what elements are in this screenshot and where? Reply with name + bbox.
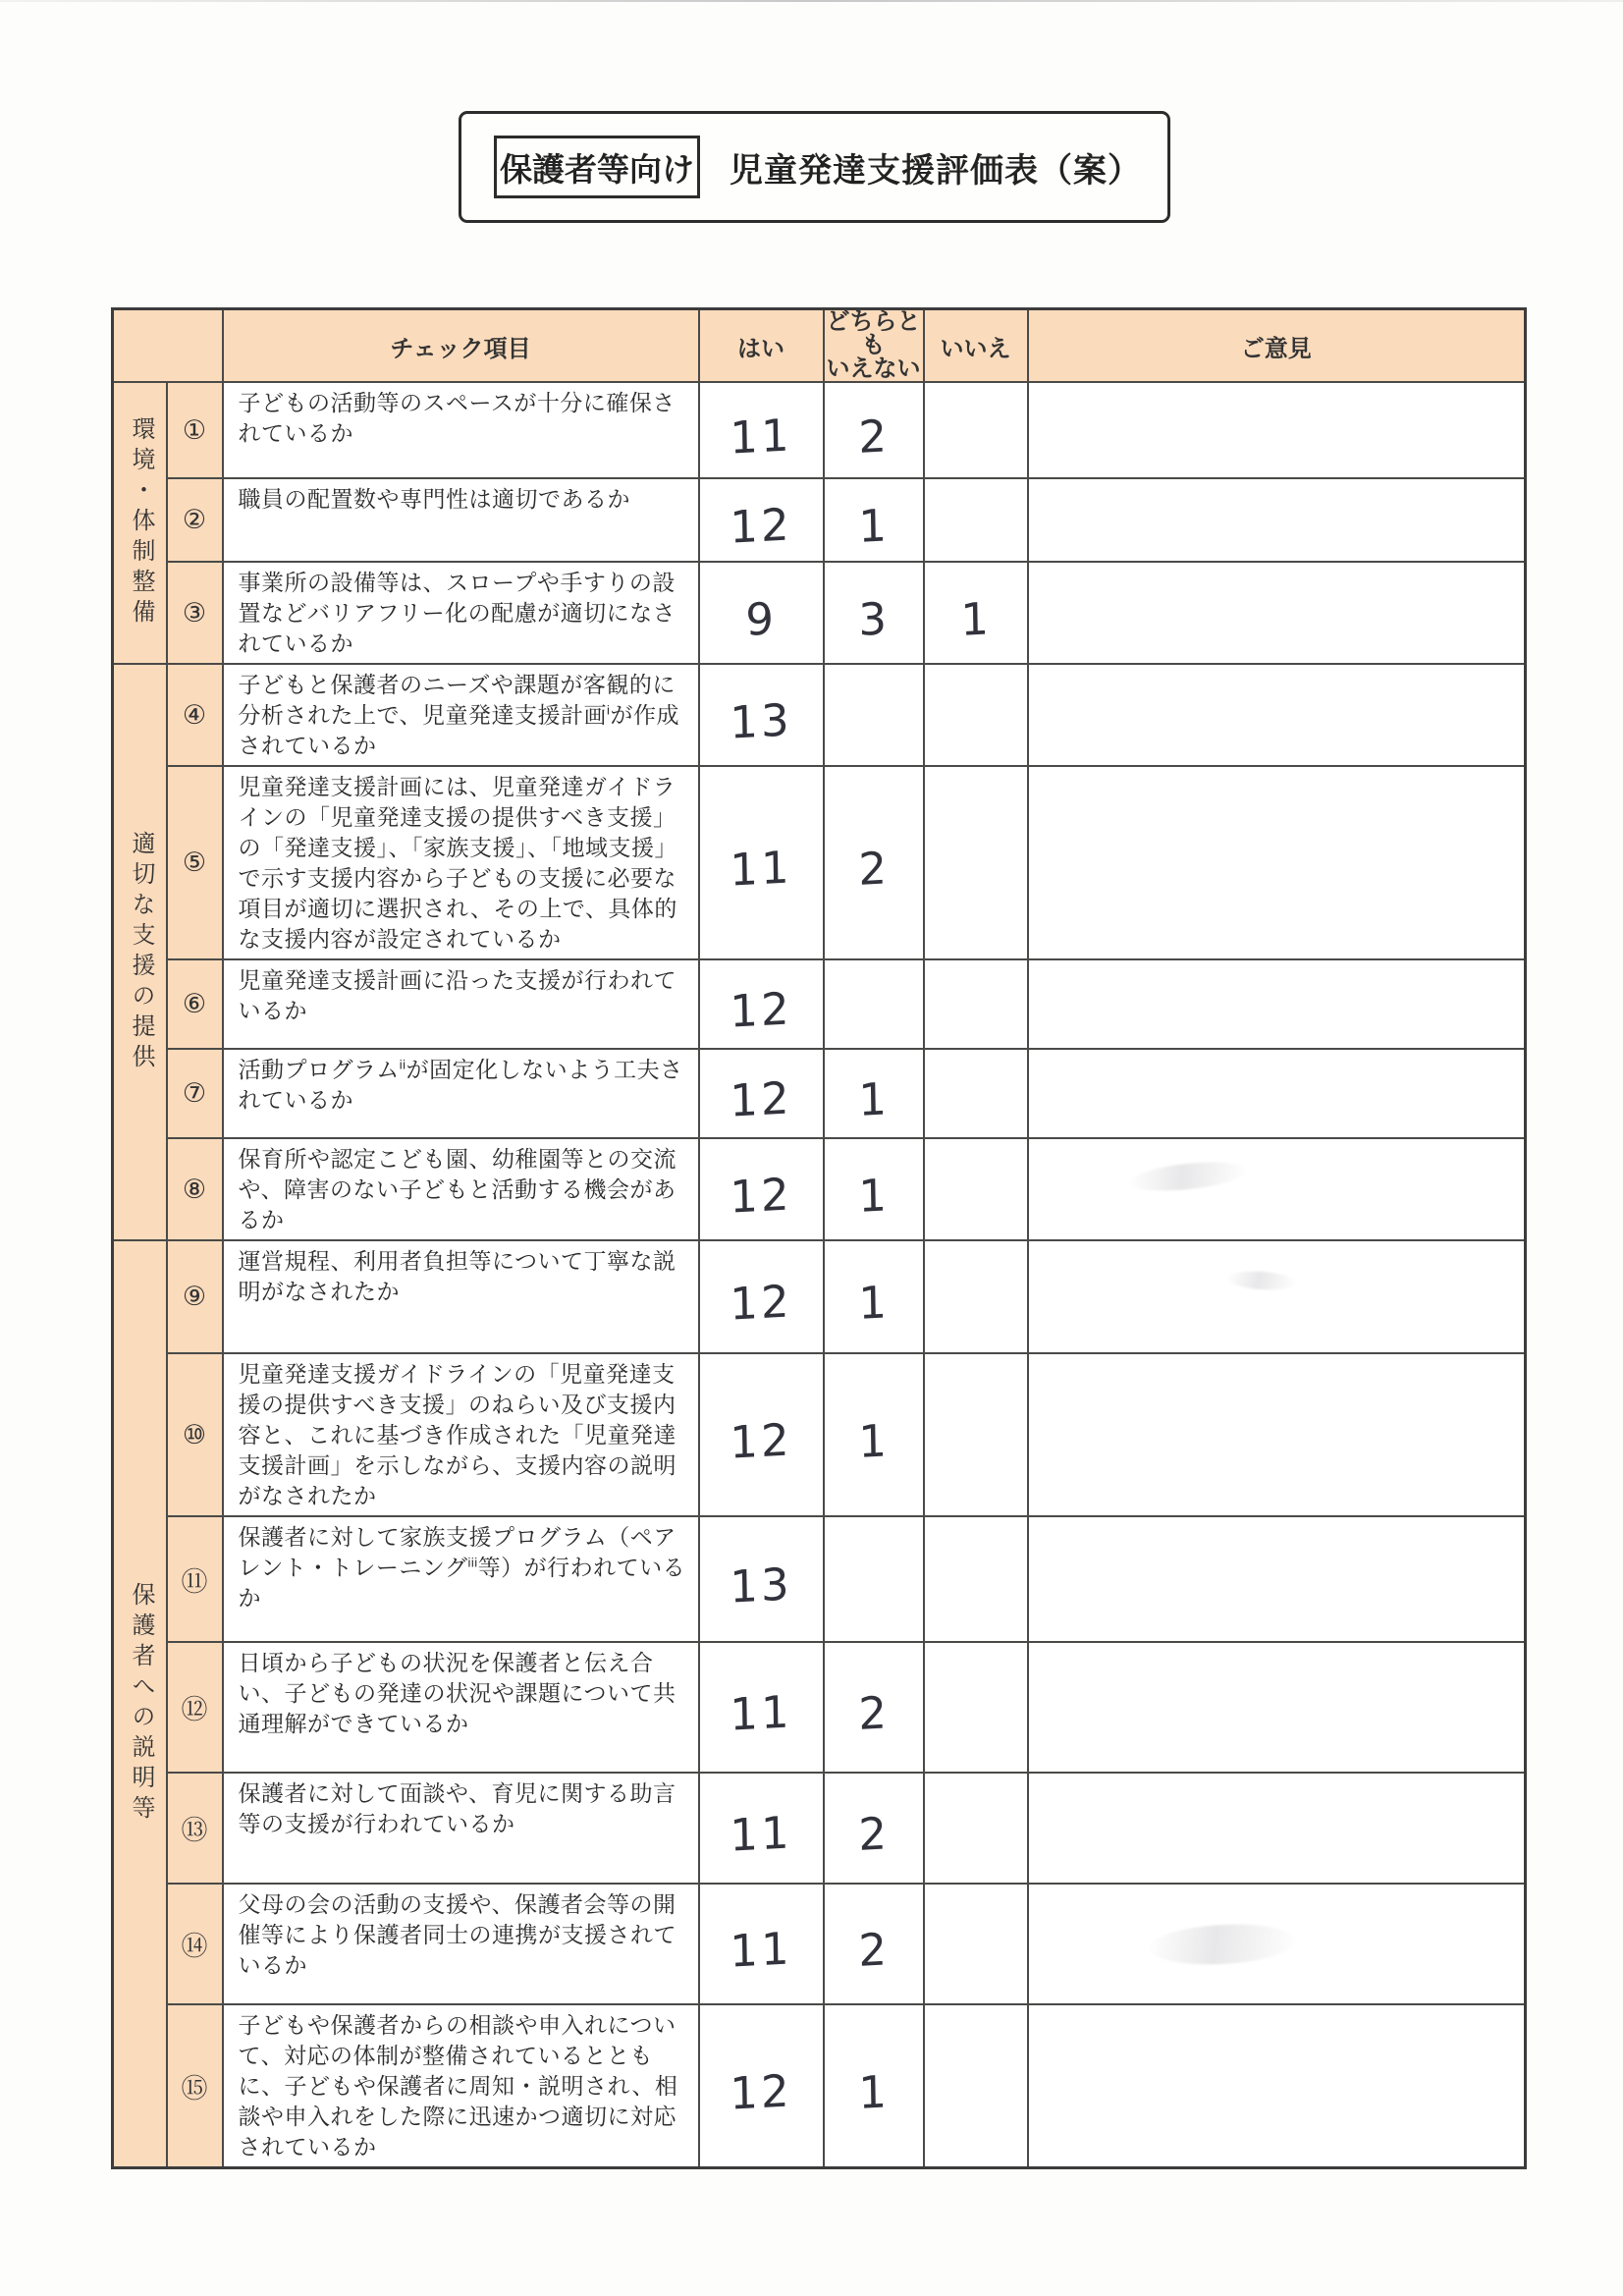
check-item-cell: 子どもと保護者のニーズや課題が客観的に分析された上で、児童発達支援計画$^i$が作成されているか bbox=[223, 664, 699, 766]
header-yes: はい bbox=[699, 309, 824, 383]
handwritten-yes-count: 13 bbox=[730, 692, 793, 749]
yes-count-cell bbox=[699, 959, 824, 1049]
table-row bbox=[113, 478, 1526, 562]
neither-count-cell bbox=[824, 1773, 924, 1884]
item-number-cell: ③ bbox=[167, 562, 223, 664]
no-count-cell bbox=[924, 766, 1028, 959]
no-count-cell bbox=[924, 664, 1028, 766]
yes-count-cell bbox=[699, 1516, 824, 1642]
table-row bbox=[113, 1516, 1526, 1642]
comment-cell bbox=[1028, 1773, 1526, 1884]
comment-cell bbox=[1028, 664, 1526, 766]
yes-count-cell bbox=[699, 1240, 824, 1353]
no-count-cell bbox=[924, 2004, 1028, 2168]
header-neither-line1: どちらとも bbox=[826, 308, 921, 358]
handwritten-neither-count: 2 bbox=[857, 1923, 891, 1977]
yes-count-cell bbox=[699, 766, 824, 959]
neither-count-cell bbox=[824, 1516, 924, 1642]
handwritten-neither-count: 2 bbox=[857, 409, 891, 464]
scan-edge-artifact bbox=[0, 0, 1623, 2]
yes-count-cell bbox=[699, 664, 824, 766]
item-number-cell: ⑩ bbox=[167, 1353, 223, 1516]
comment-cell bbox=[1028, 1138, 1526, 1240]
comment-cell bbox=[1028, 382, 1526, 478]
handwritten-yes-count: 12 bbox=[730, 1275, 793, 1331]
check-item-cell: 児童発達支援ガイドラインの「児童発達支援の提供すべき支援」のねらい及び支援内容と、これに基づき作成された「児童発達支援計画」を示しながら、支援内容の説明がなされたか bbox=[223, 1353, 699, 1516]
no-count-cell bbox=[924, 1138, 1028, 1240]
no-count-cell bbox=[924, 959, 1028, 1049]
neither-count-cell bbox=[824, 382, 924, 478]
item-number-cell: ⑫ bbox=[167, 1642, 223, 1773]
handwritten-neither-count: 2 bbox=[857, 1807, 891, 1861]
comment-cell bbox=[1028, 1353, 1526, 1516]
header-no: いいえ bbox=[924, 309, 1028, 383]
no-count-cell bbox=[924, 1773, 1028, 1884]
table-row bbox=[113, 959, 1526, 1049]
yes-count-cell bbox=[699, 478, 824, 562]
table-row bbox=[113, 766, 1526, 959]
yes-count-cell bbox=[699, 1773, 824, 1884]
handwritten-neither-count: 1 bbox=[857, 1413, 891, 1468]
handwritten-yes-count: 9 bbox=[745, 591, 778, 646]
neither-count-cell bbox=[824, 766, 924, 959]
check-item-cell: 子どもや保護者からの相談や申入れについて、対応の体制が整備されているとともに、子どもや保護者に周知・説明され、相談や申入れをした際に迅速かつ適切に対応されているか bbox=[223, 2004, 699, 2168]
check-item-cell: 子どもの活動等のスペースが十分に確保されているか bbox=[223, 382, 699, 478]
handwritten-neither-count: 1 bbox=[857, 499, 891, 553]
category-label: 保護者への説明等 bbox=[128, 1582, 154, 1826]
category-cell bbox=[113, 1240, 167, 2168]
item-number-cell: ⑬ bbox=[167, 1773, 223, 1884]
handwritten-neither-count: 1 bbox=[857, 2064, 891, 2119]
check-item-cell: 児童発達支援計画には、児童発達ガイドラインの「児童発達支援の提供すべき支援」の「発達支援」、「家族支援」、「地域支援」で示す支援内容から子どもの支援に必要な項目が適切に選択され、その上で、具体的な支援内容が設定されているか bbox=[223, 766, 699, 959]
comment-cell bbox=[1028, 1240, 1526, 1353]
handwritten-yes-count: 12 bbox=[730, 1412, 793, 1469]
neither-count-cell bbox=[824, 2004, 924, 2168]
category-label: 適切な支援の提供 bbox=[128, 830, 154, 1074]
header-row bbox=[113, 309, 1526, 383]
handwritten-neither-count: 1 bbox=[857, 1276, 891, 1330]
comment-cell bbox=[1028, 1884, 1526, 2004]
neither-count-cell bbox=[824, 1049, 924, 1138]
handwritten-neither-count: 1 bbox=[857, 1168, 891, 1223]
check-item-cell: 活動プログラム$^{ii}$が固定化しないよう工夫されているか bbox=[223, 1049, 699, 1138]
handwritten-yes-count: 12 bbox=[730, 1167, 793, 1224]
header-neither-line2: いえない bbox=[826, 355, 921, 382]
handwritten-yes-count: 12 bbox=[730, 982, 793, 1038]
header-check-item: チェック項目 bbox=[223, 309, 699, 383]
yes-count-cell bbox=[699, 2004, 824, 2168]
table-row bbox=[113, 1773, 1526, 1884]
check-item-cell: 父母の会の活動の支援や、保護者会等の開催等により保護者同士の連携が支援されているか bbox=[223, 1884, 699, 2004]
table-row bbox=[113, 664, 1526, 766]
yes-count-cell bbox=[699, 1884, 824, 2004]
comment-cell bbox=[1028, 959, 1526, 1049]
yes-count-cell bbox=[699, 382, 824, 478]
no-count-cell bbox=[924, 1049, 1028, 1138]
evaluation-table bbox=[111, 307, 1527, 2169]
title-badge: 保護者等向け bbox=[494, 136, 700, 198]
item-number-cell: ⑪ bbox=[167, 1516, 223, 1642]
neither-count-cell bbox=[824, 664, 924, 766]
no-count-cell bbox=[924, 1353, 1028, 1516]
handwritten-yes-count: 12 bbox=[730, 498, 793, 554]
handwritten-yes-count: 11 bbox=[730, 408, 793, 465]
no-count-cell bbox=[924, 1884, 1028, 2004]
header-neither bbox=[824, 309, 924, 383]
handwritten-yes-count: 11 bbox=[730, 1685, 793, 1741]
item-number-cell: ⑮ bbox=[167, 2004, 223, 2168]
yes-count-cell bbox=[699, 1138, 824, 1240]
yes-count-cell bbox=[699, 1049, 824, 1138]
handwritten-neither-count: 3 bbox=[857, 591, 891, 646]
check-item-cell: 事業所の設備等は、スロープや手すりの設置などバリアフリー化の配慮が適切になされているか bbox=[223, 562, 699, 664]
neither-count-cell bbox=[824, 478, 924, 562]
check-item-cell: 日頃から子どもの状況を保護者と伝え合い、子どもの発達の状況や課題について共通理解ができているか bbox=[223, 1642, 699, 1773]
item-number-cell: ⑦ bbox=[167, 1049, 223, 1138]
check-item-cell: 保育所や認定こども園、幼稚園等との交流や、障害のない子どもと活動する機会があるか bbox=[223, 1138, 699, 1240]
handwritten-neither-count: 2 bbox=[857, 1686, 891, 1740]
check-item-cell: 保護者に対して面談や、育児に関する助言等の支援が行われているか bbox=[223, 1773, 699, 1884]
table-row bbox=[113, 1642, 1526, 1773]
item-number-cell: ④ bbox=[167, 664, 223, 766]
no-count-cell bbox=[924, 562, 1028, 664]
header-empty-cell bbox=[113, 309, 223, 383]
category-label: 環境・体制整備 bbox=[128, 416, 154, 629]
neither-count-cell bbox=[824, 1353, 924, 1516]
check-item-cell: 保護者に対して家族支援プログラム（ペアレント・トレーニング$^{iii}$等）が行われているか bbox=[223, 1516, 699, 1642]
no-count-cell bbox=[924, 1516, 1028, 1642]
table-row bbox=[113, 562, 1526, 664]
comment-cell bbox=[1028, 1516, 1526, 1642]
handwritten-yes-count: 11 bbox=[730, 841, 793, 897]
item-number-cell: ⑨ bbox=[167, 1240, 223, 1353]
no-count-cell bbox=[924, 1642, 1028, 1773]
title-box bbox=[459, 111, 1170, 223]
table-row bbox=[113, 1353, 1526, 1516]
handwritten-no-count: 1 bbox=[959, 591, 993, 646]
table-row bbox=[113, 1138, 1526, 1240]
table-row bbox=[113, 382, 1526, 478]
check-item-cell: 児童発達支援計画に沿った支援が行われているか bbox=[223, 959, 699, 1049]
handwritten-yes-count: 11 bbox=[730, 1922, 793, 1978]
no-count-cell bbox=[924, 478, 1028, 562]
neither-count-cell bbox=[824, 1240, 924, 1353]
category-cell bbox=[113, 382, 167, 664]
comment-cell bbox=[1028, 2004, 1526, 2168]
item-number-cell: ⑤ bbox=[167, 766, 223, 959]
no-count-cell bbox=[924, 382, 1028, 478]
item-number-cell: ⑧ bbox=[167, 1138, 223, 1240]
yes-count-cell bbox=[699, 1353, 824, 1516]
handwritten-yes-count: 13 bbox=[730, 1557, 793, 1613]
header-comment: ご意見 bbox=[1028, 309, 1526, 383]
comment-cell bbox=[1028, 1642, 1526, 1773]
table-row bbox=[113, 1884, 1526, 2004]
handwritten-yes-count: 11 bbox=[730, 1806, 793, 1862]
neither-count-cell bbox=[824, 959, 924, 1049]
yes-count-cell bbox=[699, 562, 824, 664]
handwritten-neither-count: 1 bbox=[857, 1072, 891, 1126]
page-title: 児童発達支援評価表（案） bbox=[730, 151, 1142, 190]
handwritten-yes-count: 12 bbox=[730, 2063, 793, 2120]
category-cell bbox=[113, 664, 167, 1240]
comment-cell bbox=[1028, 562, 1526, 664]
table-row bbox=[113, 1240, 1526, 1353]
handwritten-yes-count: 12 bbox=[730, 1071, 793, 1127]
item-number-cell: ② bbox=[167, 478, 223, 562]
item-number-cell: ⑭ bbox=[167, 1884, 223, 2004]
item-number-cell: ⑥ bbox=[167, 959, 223, 1049]
check-item-cell: 職員の配置数や専門性は適切であるか bbox=[223, 478, 699, 562]
table-row bbox=[113, 1049, 1526, 1138]
no-count-cell bbox=[924, 1240, 1028, 1353]
neither-count-cell bbox=[824, 562, 924, 664]
handwritten-neither-count: 2 bbox=[857, 842, 891, 896]
neither-count-cell bbox=[824, 1884, 924, 2004]
check-item-cell: 運営規程、利用者負担等について丁寧な説明がなされたか bbox=[223, 1240, 699, 1353]
item-number-cell: ① bbox=[167, 382, 223, 478]
neither-count-cell bbox=[824, 1138, 924, 1240]
comment-cell bbox=[1028, 478, 1526, 562]
comment-cell bbox=[1028, 766, 1526, 959]
neither-count-cell bbox=[824, 1642, 924, 1773]
table-row bbox=[113, 2004, 1526, 2168]
yes-count-cell bbox=[699, 1642, 824, 1773]
comment-cell bbox=[1028, 1049, 1526, 1138]
